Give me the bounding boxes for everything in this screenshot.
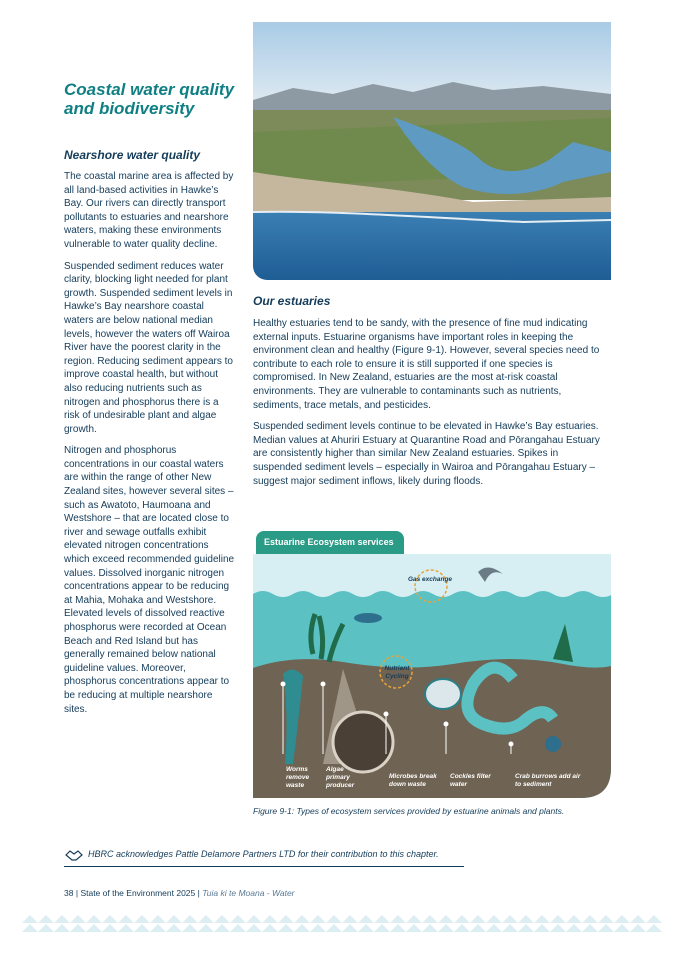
gas-exchange-label: Gas exchange — [407, 576, 453, 583]
page-number: 38 — [64, 888, 74, 898]
left-paragraph-3: Nitrogen and phosphorus concentrations in our coastal waters are within the range of other New Zealand sites, however several sites – such as Awatoto, Haumoana and Westshore – that are located close to river and sewage outfalls exhibit elevated nitrogen concentrations which exceed recommended guideline values. Dissolved inorganic nitrogen concentrations appear to be reducing at Mahia, Mohaka and Westshore. Elevated levels of dissolved reactive phosphorus were recorded at Ocean Beach and Red Island but has generally remained below national guideline values. Moreover, phosphorus concentrations appear to be reducing at multiple nearshore sites. — [64, 445, 235, 715]
nearshore-heading-wrap — [64, 148, 200, 162]
right-paragraph-1: Healthy estuaries tend to be sandy, with the presence of fine mud indicating external inputs. Estuarine organisms have important roles in keeping the environment clean and healthy (Figure 9-1). However, several species need to contribute to each role to ensure it is still supported if one species is compromised. In New Zealand, estuaries are the most at-risk coastal environments. They are vulnerable to contaminants such as nutrients, sediments, trace metals, and pesticides. — [253, 318, 600, 411]
footer-separator-1: | — [75, 888, 79, 898]
cockles-label: Cockles filter water — [450, 773, 491, 788]
algae-label: Algae primary producer — [326, 766, 355, 789]
right-paragraph-2: Suspended sediment levels continue to be elevated in Hawke’s Bay estuaries. Median values at Ahuriri Estuary at Quarantine Road and Pōrangahau Estuary are consistently higher than similar New Zealand estuaries. Spikes in suspended sediment levels – especially in Wairoa and Pōrangahau Estuary – suggest major sediment inflows, likely during floods. — [253, 421, 600, 487]
acknowledgement-text: HBRC acknowledges Pattle Delamore Partners LTD for their contribution to this chapter. — [88, 849, 439, 859]
left-paragraph-2: Suspended sediment reduces water clarity, blocking light needed for plant growth. Suspended sediment levels in Hawke’s Bay nearshore coastal waters are below national median levels, however the waters off Wairoa River have the poorest clarity in the region. Reducing sediment appears to improve coastal health, but without also reducing nutrients such as nitrogen and phosphorus there is a risk of undesirable plant and algae growth. — [64, 260, 233, 435]
page-footer — [64, 888, 295, 898]
worms-label: Worms remove waste — [286, 766, 310, 789]
chapter-title: Tuia ki te Moana - Water — [202, 888, 295, 898]
crab-label: Crab burrows add air to sediment — [515, 773, 581, 788]
left-column — [64, 170, 236, 724]
handshake-icon — [64, 845, 84, 863]
left-paragraph-1: The coastal marine area is affected by all land-based activities in Hawke’s Bay. Our rivers can directly transport pollutants to estuaries and nearshore waters, making these environments vulnerable to water quality decline. — [64, 171, 234, 250]
microbes-label: Microbes break down waste — [389, 773, 437, 788]
report-title: State of the Environment 2025 — [80, 888, 196, 898]
diagram-tab: Estuarine Ecosystem services — [256, 531, 404, 554]
decorative-pattern — [22, 912, 662, 934]
estuary-aerial-photo — [253, 22, 611, 280]
right-column — [253, 317, 603, 496]
figure-caption: Figure 9-1: Types of ecosystem services provided by estuarine animals and plants. — [253, 806, 565, 816]
estuaries-heading-wrap — [253, 294, 330, 308]
page-title: Coastal water quality and biodiversity — [64, 80, 235, 118]
estuaries-heading: Our estuaries — [253, 294, 331, 308]
nutrient-cycling-label: Nutrient Cycling — [384, 665, 410, 680]
footer-separator-2: | — [197, 888, 200, 898]
ecosystem-diagram — [253, 554, 611, 798]
nearshore-heading: Nearshore water quality — [64, 148, 201, 162]
acknowledgement-divider — [64, 866, 464, 867]
